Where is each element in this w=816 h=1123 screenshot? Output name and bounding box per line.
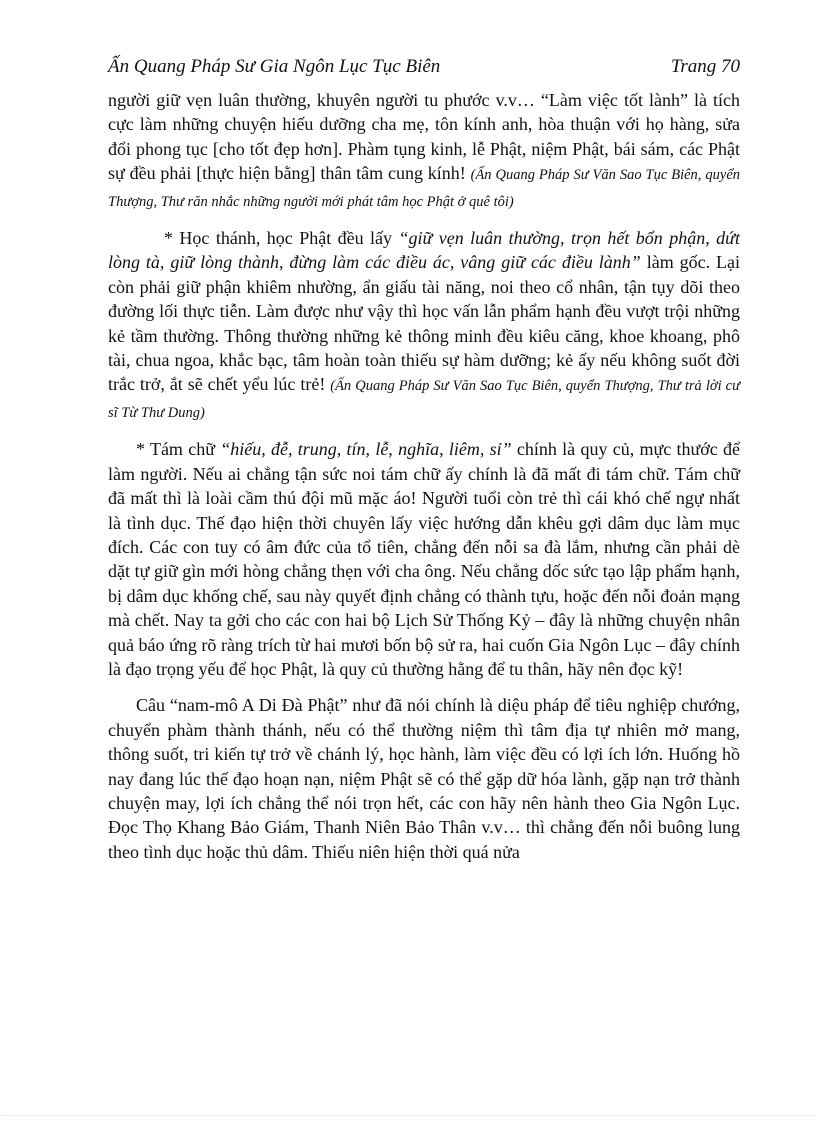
paragraph-1-citation: (Ấn Quang Pháp Sư Văn Sao Tục Biên, quyển Thượng, Thư răn nhắc những người mới phát tâm học Phật ở quê tôi) bbox=[108, 167, 740, 210]
paragraph-2-quote: “giữ vẹn luân thường, trọn hết bổn phận, dứt lòng tà, giữ lòng thành, đừng làm các điều ác, vâng giữ các điều lành” bbox=[108, 228, 740, 273]
page-number: Trang 70 bbox=[670, 56, 740, 77]
paragraph-2-citation: (Ấn Quang Pháp Sư Văn Sao Tục Biên, quyển Thượng, Thư trả lời cư sĩ Từ Thư Dung) bbox=[108, 378, 741, 421]
paragraph-1-text: người giữ vẹn luân thường, khuyên người tu phước v.v… “Làm việc tốt lành” là tích cực làm những chuyện hiếu dưỡng cha mẹ, tôn kính anh, hòa thuận với họ hàng, sửa đổi phong tục [cho tốt đẹp hơn]. Phàm tụng kinh, lễ Phật, niệm Phật, bái sám, các Phật sự đều phải [thực hiện bằng] thân tâm cung kính! bbox=[108, 90, 740, 184]
paragraph-2 bbox=[108, 226, 740, 425]
book-title: Ấn Quang Pháp Sư Gia Ngôn Lục Tục Biên bbox=[108, 56, 441, 77]
page-bottom-divider bbox=[0, 1115, 816, 1116]
paragraph-4 bbox=[108, 693, 740, 864]
paragraph-4-text: Câu “nam-mô A Di Đà Phật” như đã nói chính là diệu pháp để tiêu nghiệp chướng, chuyển phàm thành thánh, nếu có thể thường niệm thì tâm địa tự nhiên mở mang, thông suốt, tri kiến tự trở về chánh lý, học hành, làm việc đều có lợi ích lớn. Huống hồ nay đang lúc thế đạo hoạn nạn, niệm Phật sẽ có thể gặp dữ hóa lành, gặp nạn trở thành chuyện may, lợi ích chẳng thể nói trọn hết, các con hãy nên hành theo Gia Ngôn Lục. Đọc Thọ Khang Bảo Giám, Thanh Niên Bảo Thân v.v… thì chẳng đến nỗi buông lung theo tình dục hoặc thủ dâm. Thiếu niên hiện thời quá nửa bbox=[108, 695, 740, 862]
running-header bbox=[108, 52, 740, 82]
paragraph-1 bbox=[108, 88, 740, 214]
paragraph-2-text: làm gốc. Lại còn phải giữ phận khiêm nhường, ẩn giấu tài năng, noi theo cổ nhân, tận tụy dõi theo đường lối thực tiễn. Làm được như vậy thì học vấn lẫn phẩm hạnh đều vượt trội những kẻ tầm thường. Thông thường những kẻ thông minh đều kiêu căng, khoe khoang, phô tài, chua ngoa, khắc bạc, tâm hoàn toàn thiếu sự hàm dưỡng; kẻ ấy nếu không suốt đời trắc trở, ắt sẽ chết yểu lúc trẻ! bbox=[108, 252, 741, 395]
paragraph-3 bbox=[108, 437, 740, 681]
paragraph-3-quote: “hiếu, đễ, trung, tín, lễ, nghĩa, liêm, sỉ” bbox=[220, 439, 512, 460]
paragraph-3-text: chính là quy củ, mực thước để làm người. Nếu ai chẳng tận sức noi tám chữ ấy chính là đã mất đi tám chữ. Tám chữ đã mất thì là loài cầm thú đội mũ mặc áo! Người tuổi còn trẻ thì cái khó chế ngự nhất là tình dục. Thế đạo hiện thời chuyên lấy việc hướng dẫn khêu gợi dâm dục làm mục đích. Các con tuy có âm đức của tổ tiên, chẳng đến nỗi sa đà lắm, nhưng cần phải dè dặt tự giữ gìn mới hòng chẳng thẹn với cha ông. Nếu chẳng dốc sức tạo lập phẩm hạnh, bị dâm dục khống chế, sau này quyết định chẳng có thành tựu, hoặc đến nỗi đoản mạng mà chết. Nay ta gởi cho các con hai bộ Lịch Sử Thống Kỷ – đây là những chuyện nhân quả báo ứng rõ ràng trích từ hai mươi bốn bộ sử ra, hai cuốn Gia Ngôn Lục – đây chính là đạo trọng yếu để học Phật, là quy củ thường hằng để tu thân, hãy nên đọc kỹ! bbox=[108, 439, 741, 679]
paragraph-3-lead: * Tám chữ bbox=[136, 439, 215, 460]
paragraph-2-lead: * Học thánh, học Phật đều lấy bbox=[164, 228, 393, 249]
body-text bbox=[108, 88, 740, 876]
